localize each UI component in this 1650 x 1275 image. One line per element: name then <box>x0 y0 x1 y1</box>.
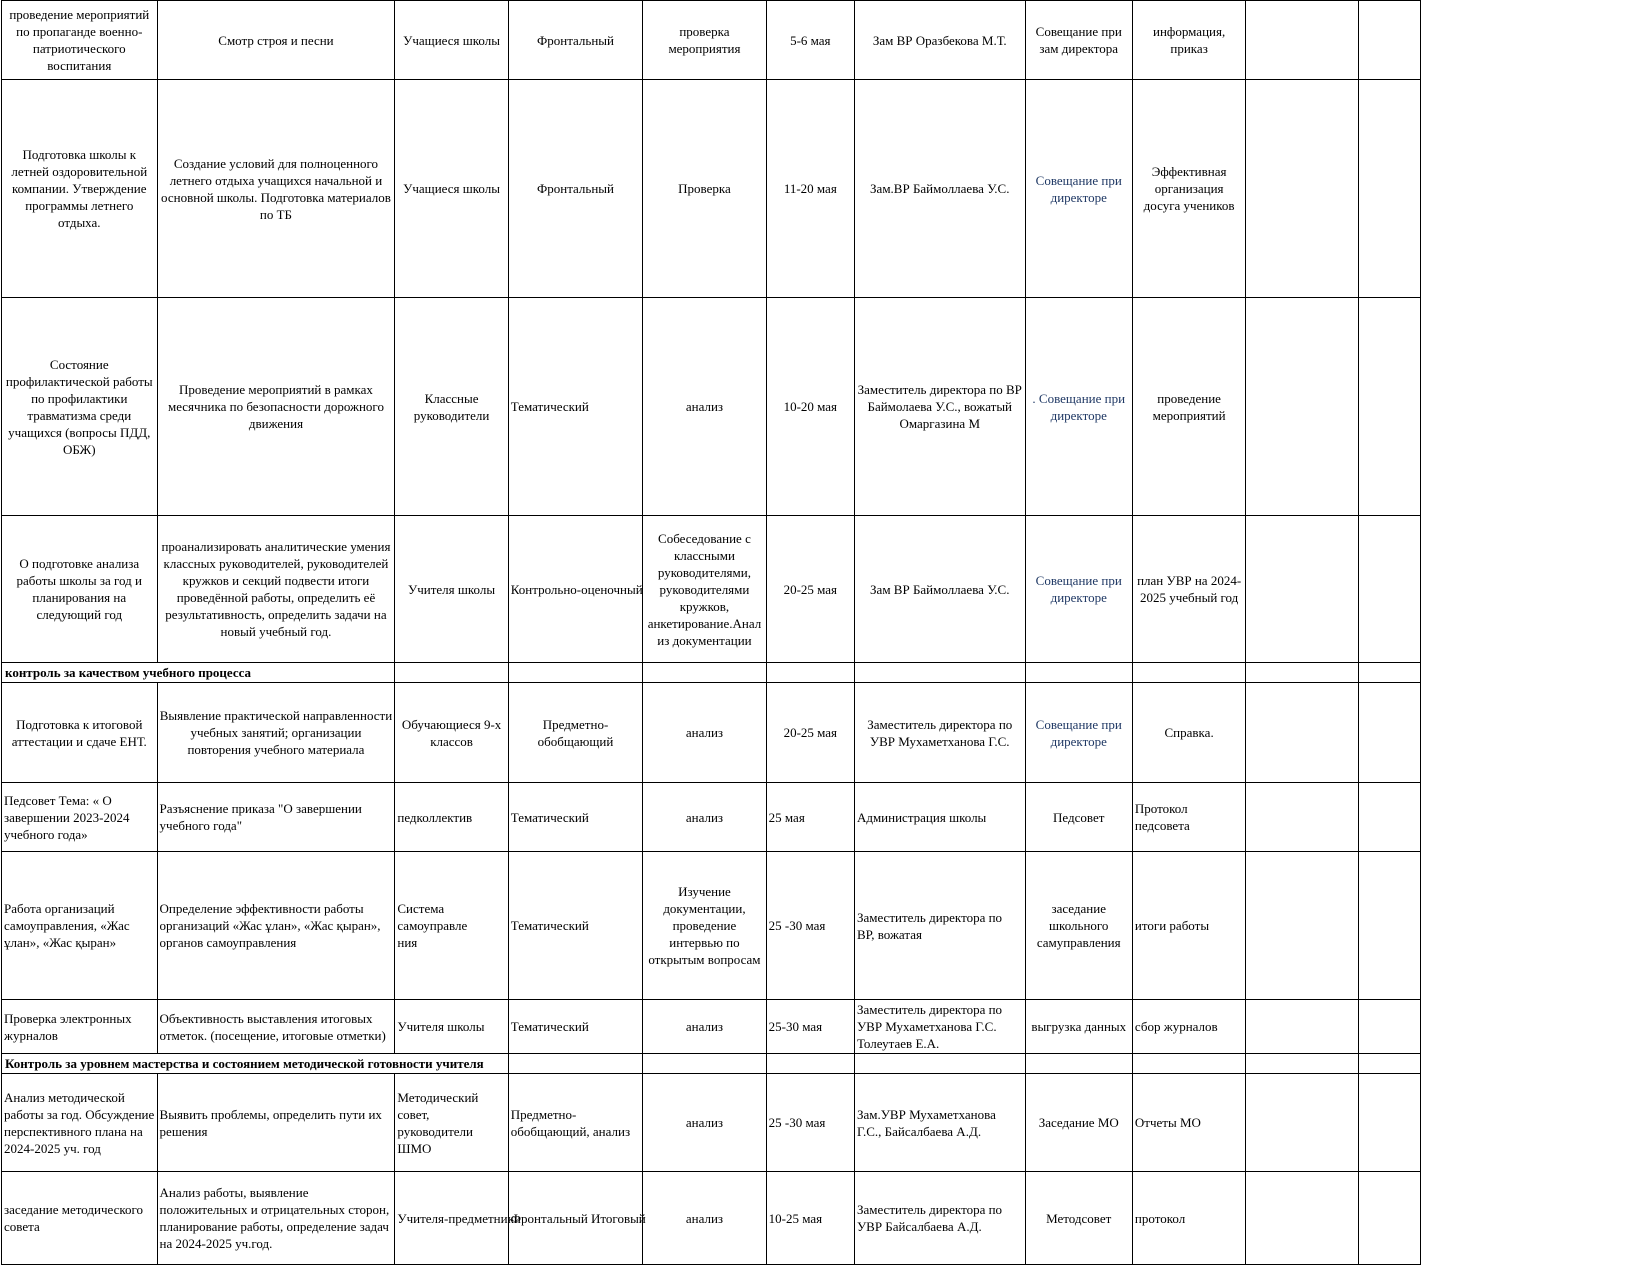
empty-cell <box>1246 298 1358 516</box>
cell-place: Методсовет <box>1025 1172 1132 1265</box>
cell-object: Система самоуправле ния <box>395 852 508 1000</box>
cell-method: анализ <box>643 783 766 852</box>
cell-object: Методический совет, руководители ШМО <box>395 1074 508 1172</box>
cell-type: Фронтальный <box>508 1 642 80</box>
empty-cell <box>395 663 508 683</box>
cell-goal: Создание условий для полноценного летнего отдыха учащихся начальной и основной школы. Подготовка материалов по ТБ <box>157 80 395 298</box>
cell-goal: проанализировать аналитические умения классных руководителей, руководителей кружков и секций подвести итоги проведённой работы, определить её результативность, определить задачи на новый учебный год. <box>157 516 395 663</box>
cell-object: Учащиеся школы <box>395 80 508 298</box>
cell-goal: Объективность выставления итоговых отметок. (посещение, итоговые отметки) <box>157 1000 395 1054</box>
cell-result: итоги работы <box>1132 852 1245 1000</box>
empty-cell <box>1132 663 1245 683</box>
cell-place: Совещание при директоре <box>1025 516 1132 663</box>
cell-method: Проверка <box>643 80 766 298</box>
cell-type: Тематический <box>508 298 642 516</box>
cell-date: 25 -30 мая <box>766 852 854 1000</box>
cell-goal: Выявление практической направленности учебных занятий; организации повторения учебного материала <box>157 683 395 783</box>
empty-cell <box>766 1054 854 1074</box>
cell-object: Учителя школы <box>395 516 508 663</box>
empty-cell <box>854 663 1025 683</box>
table-row <box>2 1 1421 80</box>
cell-topic: Проверка электронных журналов <box>2 1000 158 1054</box>
cell-goal: Разъяснение приказа "О завершении учебного года" <box>157 783 395 852</box>
cell-place: Совещание при зам директора <box>1025 1 1132 80</box>
cell-responsible: Зам ВР Оразбекова М.Т. <box>854 1 1025 80</box>
empty-cell <box>1246 852 1358 1000</box>
empty-cell <box>1246 1 1358 80</box>
cell-place: выгрузка данных <box>1025 1000 1132 1054</box>
cell-object: Классные руководители <box>395 298 508 516</box>
cell-goal: Определение эффективности работы организаций «Жас ұлан», «Жас қыран», органов самоуправления <box>157 852 395 1000</box>
cell-type: Фронтальный <box>508 80 642 298</box>
cell-date: 10-25 мая <box>766 1172 854 1265</box>
cell-topic: проведение мероприятий по пропаганде военно-патриотического воспитания <box>2 1 158 80</box>
empty-cell <box>1246 663 1358 683</box>
cell-type: Предметно-обобщающий, анализ <box>508 1074 642 1172</box>
cell-object: Обучающиеся 9-х классов <box>395 683 508 783</box>
cell-responsible: Заместитель директора по УВР Байсалбаева А.Д. <box>854 1172 1025 1265</box>
empty-cell <box>1358 783 1420 852</box>
cell-responsible: Заместитель директора по ВР Баймолаева У.С., вожатый Омаргазина М <box>854 298 1025 516</box>
cell-method: анализ <box>643 1172 766 1265</box>
empty-cell <box>508 1054 642 1074</box>
cell-place: . Совещание при директоре <box>1025 298 1132 516</box>
empty-cell <box>1358 1074 1420 1172</box>
cell-result: сбор журналов <box>1132 1000 1245 1054</box>
table-row <box>2 1074 1421 1172</box>
empty-cell <box>1358 516 1420 663</box>
empty-cell <box>854 1054 1025 1074</box>
cell-date: 20-25 мая <box>766 683 854 783</box>
section-heading: Контроль за уровнем мастерства и состоянием методической готовности учителя <box>2 1054 509 1074</box>
cell-date: 25-30 мая <box>766 1000 854 1054</box>
cell-method: Изучение документации, проведение интервью по открытым вопросам <box>643 852 766 1000</box>
cell-date: 10-20 мая <box>766 298 854 516</box>
cell-topic: Состояние профилактической работы по профилактики травматизма среди учащихся (вопросы ПДД, ОБЖ) <box>2 298 158 516</box>
section-row <box>2 663 1421 683</box>
table-row <box>2 1000 1421 1054</box>
cell-method: проверка мероприятия <box>643 1 766 80</box>
table-row <box>2 516 1421 663</box>
empty-cell <box>1246 516 1358 663</box>
table-row <box>2 683 1421 783</box>
control-plan-table <box>1 0 1421 1265</box>
cell-topic: заседание методического совета <box>2 1172 158 1265</box>
cell-goal: Смотр строя и песни <box>157 1 395 80</box>
cell-result: проведение мероприятий <box>1132 298 1245 516</box>
cell-topic: О подготовке анализа работы школы за год и планирования на следующий год <box>2 516 158 663</box>
empty-cell <box>1246 1074 1358 1172</box>
cell-responsible: Зам.УВР Мухаметханова Г.С., Байсалбаева А.Д. <box>854 1074 1025 1172</box>
cell-type: Тематический <box>508 1000 642 1054</box>
cell-object: Учителя-предметники <box>395 1172 508 1265</box>
table-row <box>2 783 1421 852</box>
cell-topic: Подготовка школы к летней оздоровительной компании. Утверждение программы летнего отдыха. <box>2 80 158 298</box>
cell-object: Учащиеся школы <box>395 1 508 80</box>
table-row <box>2 298 1421 516</box>
cell-place: Совещание при директоре <box>1025 683 1132 783</box>
empty-cell <box>766 663 854 683</box>
section-heading: контроль за качеством учебного процесса <box>2 663 395 683</box>
table-row <box>2 80 1421 298</box>
cell-result: план УВР на 2024-2025 учебный год <box>1132 516 1245 663</box>
empty-cell <box>1246 1054 1358 1074</box>
cell-type: Контрольно-оценочный <box>508 516 642 663</box>
cell-date: 25 -30 мая <box>766 1074 854 1172</box>
cell-goal: Проведение мероприятий в рамках месячника по безопасности дорожного движения <box>157 298 395 516</box>
cell-result: информация, приказ <box>1132 1 1245 80</box>
cell-method: Собеседование с классными руководителями, руководителями кружков, анкетирование.Анализ документации <box>643 516 766 663</box>
cell-result: Эффективная организация досуга учеников <box>1132 80 1245 298</box>
cell-responsible: Заместитель директора по УВР Мухаметханова Г.С. Толеутаев Е.А. <box>854 1000 1025 1054</box>
cell-result: протокол <box>1132 1172 1245 1265</box>
cell-type: Тематический <box>508 783 642 852</box>
empty-cell <box>1132 1054 1245 1074</box>
empty-cell <box>1358 1 1420 80</box>
cell-result: Протокол педсовета <box>1132 783 1245 852</box>
empty-cell <box>643 1054 766 1074</box>
cell-topic: Подготовка к итоговой аттестации и сдаче ЕНТ. <box>2 683 158 783</box>
empty-cell <box>1025 663 1132 683</box>
empty-cell <box>1358 663 1420 683</box>
empty-cell <box>508 663 642 683</box>
empty-cell <box>1025 1054 1132 1074</box>
cell-date: 5-6 мая <box>766 1 854 80</box>
cell-goal: Анализ работы, выявление положительных и отрицательных сторон, планирование работы, определение задач на 2024-2025 уч.год. <box>157 1172 395 1265</box>
cell-topic: Анализ методической работы за год. Обсуждение перспективного плана на 2024-2025 уч. год <box>2 1074 158 1172</box>
section-row <box>2 1054 1421 1074</box>
cell-date: 20-25 мая <box>766 516 854 663</box>
cell-goal: Выявить проблемы, определить пути их решения <box>157 1074 395 1172</box>
table-row <box>2 852 1421 1000</box>
empty-cell <box>1358 1172 1420 1265</box>
empty-cell <box>1246 683 1358 783</box>
cell-responsible: Зам ВР Баймоллаева У.С. <box>854 516 1025 663</box>
cell-topic: Работа организаций самоуправления, «Жас ұлан», «Жас қыран» <box>2 852 158 1000</box>
cell-responsible: Заместитель директора по УВР Мухаметханова Г.С. <box>854 683 1025 783</box>
cell-type: Предметно-обобщающий <box>508 683 642 783</box>
cell-method: анализ <box>643 1000 766 1054</box>
cell-method: анализ <box>643 298 766 516</box>
cell-responsible: Зам.ВР Баймоллаева У.С. <box>854 80 1025 298</box>
empty-cell <box>1358 1054 1420 1074</box>
cell-result: Справка. <box>1132 683 1245 783</box>
empty-cell <box>1358 1000 1420 1054</box>
cell-place: Совещание при директоре <box>1025 80 1132 298</box>
empty-cell <box>1246 1000 1358 1054</box>
table-row <box>2 1172 1421 1265</box>
cell-method: анализ <box>643 683 766 783</box>
empty-cell <box>1246 1172 1358 1265</box>
empty-cell <box>1358 298 1420 516</box>
empty-cell <box>1246 783 1358 852</box>
cell-responsible: Заместитель директора по ВР, вожатая <box>854 852 1025 1000</box>
empty-cell <box>643 663 766 683</box>
cell-topic: Педсовет Тема: « О завершении 2023-2024 учебного года» <box>2 783 158 852</box>
cell-date: 11-20 мая <box>766 80 854 298</box>
cell-type: Фронтальный Итоговый <box>508 1172 642 1265</box>
empty-cell <box>1246 80 1358 298</box>
cell-place: Заседание МО <box>1025 1074 1132 1172</box>
empty-cell <box>1358 80 1420 298</box>
cell-place: заседание школьного самуправления <box>1025 852 1132 1000</box>
cell-place: Педсовет <box>1025 783 1132 852</box>
cell-type: Тематический <box>508 852 642 1000</box>
cell-method: анализ <box>643 1074 766 1172</box>
cell-object: педколлектив <box>395 783 508 852</box>
cell-object: Учителя школы <box>395 1000 508 1054</box>
empty-cell <box>1358 683 1420 783</box>
empty-cell <box>1358 852 1420 1000</box>
cell-date: 25 мая <box>766 783 854 852</box>
cell-result: Отчеты МО <box>1132 1074 1245 1172</box>
cell-responsible: Администрация школы <box>854 783 1025 852</box>
